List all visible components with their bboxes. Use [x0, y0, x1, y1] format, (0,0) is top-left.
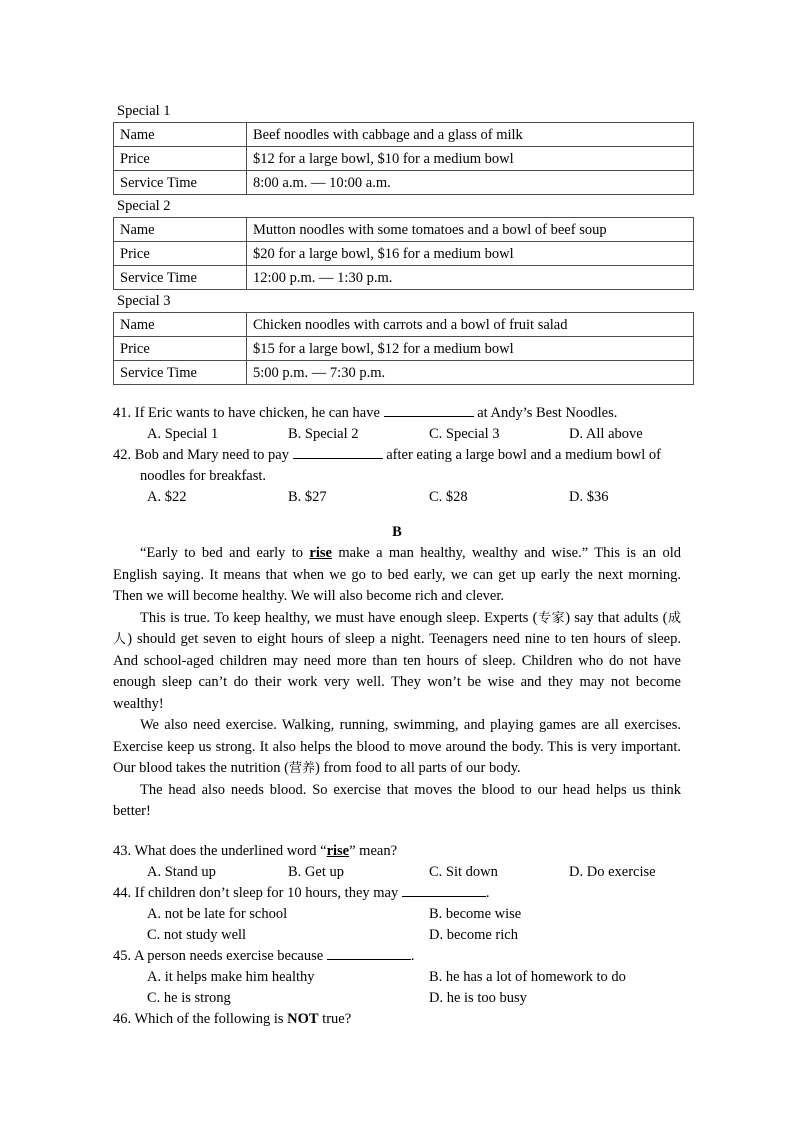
question-42-options — [113, 487, 681, 508]
question-44-options-row-2 — [113, 925, 681, 946]
spacer — [113, 823, 681, 841]
question-44-stem-after: . — [485, 884, 490, 901]
section-letter-b: B — [392, 524, 402, 540]
option-c[interactable]: C. Sit down — [429, 863, 498, 880]
question-45-options-row-1 — [113, 967, 681, 988]
paragraph-3-part-2: ) from food to all parts of our body. — [315, 760, 521, 776]
page-content — [113, 100, 681, 1030]
passage-paragraph-2 — [113, 608, 681, 716]
table-row — [114, 242, 694, 266]
underlined-word-rise: rise — [309, 545, 332, 561]
question-46-stem-part-1: 46. Which of the following is — [113, 1010, 288, 1027]
table-row — [114, 266, 694, 290]
question-46-stem — [113, 1009, 681, 1030]
passage-paragraph-4: The head also needs blood. So exercise that moves the blood to our head helps us think better! — [113, 781, 681, 819]
special-1-service-time-value: 8:00 a.m. — 10:00 a.m. — [247, 171, 694, 195]
special-block-1 — [113, 100, 681, 195]
question-41 — [113, 403, 681, 445]
special-3-price-value: $15 for a large bowl, $12 for a medium bowl — [247, 337, 694, 361]
question-46-stem-part-2: true? — [318, 1010, 352, 1027]
row-label-name: Name — [114, 218, 247, 242]
spacer — [113, 385, 681, 403]
option-c[interactable]: C. he is strong — [147, 989, 231, 1006]
table-row — [114, 147, 694, 171]
question-41-stem — [113, 403, 681, 424]
row-label-service-time: Service Time — [114, 361, 247, 385]
option-c[interactable]: C. $28 — [429, 489, 468, 505]
question-45 — [113, 946, 681, 1009]
option-a[interactable]: A. Special 1 — [147, 426, 219, 442]
special-1-price-value: $12 for a large bowl, $10 for a medium bowl — [247, 147, 694, 171]
row-label-price: Price — [114, 242, 247, 266]
emphasis-not: NOT — [287, 1010, 319, 1027]
question-42-stem-before: 42. Bob and Mary need to pay — [113, 447, 289, 463]
question-41-stem-before: 41. If Eric wants to have chicken, he can have — [113, 405, 380, 421]
row-label-service-time: Service Time — [114, 171, 247, 195]
special-1-name-value: Beef noodles with cabbage and a glass of milk — [247, 123, 694, 147]
question-45-stem-before: 45. A person needs exercise because — [113, 947, 324, 964]
option-c[interactable]: C. Special 3 — [429, 426, 500, 442]
special-2-service-time-value: 12:00 p.m. — 1:30 p.m. — [247, 266, 694, 290]
question-43-options — [113, 862, 681, 883]
paragraph-1-part-1: “Early to bed and early to — [140, 545, 310, 561]
special-1-table — [113, 122, 694, 195]
row-label-price: Price — [114, 337, 247, 361]
special-2-price-value: $20 for a large bowl, $16 for a medium bowl — [247, 242, 694, 266]
option-c[interactable]: C. not study well — [147, 926, 247, 943]
table-row — [114, 313, 694, 337]
option-b[interactable]: B. Special 2 — [288, 426, 359, 442]
special-1-label: Special 1 — [117, 103, 171, 119]
question-43-stem-part-2: ” mean? — [349, 842, 398, 859]
option-b[interactable]: B. become wise — [429, 905, 522, 922]
special-3-name-value: Chicken noodles with carrots and a bowl of fruit salad — [247, 313, 694, 337]
answer-blank[interactable] — [384, 404, 474, 417]
special-block-3 — [113, 290, 681, 385]
gloss-nutrition: 营养 — [288, 761, 315, 776]
question-45-stem — [113, 946, 681, 967]
option-a[interactable]: A. it helps make him healthy — [147, 968, 315, 985]
special-2-table — [113, 217, 694, 290]
special-3-service-time-value: 5:00 p.m. — 7:30 p.m. — [247, 361, 694, 385]
option-b[interactable]: B. he has a lot of homework to do — [429, 968, 626, 985]
question-44-stem — [113, 883, 681, 904]
question-44 — [113, 883, 681, 946]
special-2-name-value: Mutton noodles with some tomatoes and a bowl of beef soup — [247, 218, 694, 242]
question-43-stem-part-1: 43. What does the underlined word “ — [113, 842, 327, 859]
paragraph-2-part-3: ) should get seven to eight hours of sleep a night. Teenagers need nine to ten hours of sleep. And school-aged children may need more than ten hours of sleep. Children who do not have enough sleep can’t do their work very well. They won’t be wise and they may not become wealthy! — [113, 631, 681, 712]
table-row — [114, 337, 694, 361]
table-row — [114, 123, 694, 147]
option-d[interactable]: D. All above — [569, 426, 643, 442]
question-45-stem-after: . — [410, 947, 415, 964]
option-d[interactable]: D. become rich — [429, 926, 518, 943]
special-3-table — [113, 312, 694, 385]
question-42 — [113, 445, 681, 508]
underlined-word-rise: rise — [326, 842, 350, 859]
question-45-options-row-2 — [113, 988, 681, 1009]
special-2-label: Special 2 — [117, 198, 171, 214]
question-42-stem-after: after eating a large bowl and a medium bowl of — [386, 447, 661, 463]
passage-paragraph-1 — [113, 543, 681, 608]
question-44-options-row-1 — [113, 904, 681, 925]
option-d[interactable]: D. he is too busy — [429, 989, 527, 1006]
paragraph-1-part-2: make a man healthy, wealthy and wise.” This is an old English saying. It means that when we go to bed early, we can get up early the next morning. Then we will become healthy. We will also become rich and clever. — [113, 545, 681, 604]
gloss-experts: 专家 — [537, 610, 566, 626]
question-41-options — [113, 424, 681, 445]
question-42-stem-line2: noodles for breakfast. — [140, 468, 267, 484]
question-43-stem — [113, 841, 681, 862]
question-43 — [113, 841, 681, 883]
table-row — [114, 171, 694, 195]
option-a[interactable]: A. $22 — [147, 489, 187, 505]
answer-blank[interactable] — [402, 884, 486, 897]
passage-paragraph-3 — [113, 715, 681, 780]
row-label-name: Name — [114, 123, 247, 147]
option-d[interactable]: D. Do exercise — [569, 863, 656, 880]
paragraph-2-part-2: ) say that adults ( — [565, 609, 668, 626]
gloss-adults: 成人 — [113, 610, 681, 647]
answer-blank[interactable] — [293, 446, 383, 459]
option-b[interactable]: B. $27 — [288, 489, 327, 505]
option-b[interactable]: B. Get up — [288, 863, 344, 880]
row-label-service-time: Service Time — [114, 266, 247, 290]
special-block-2 — [113, 195, 681, 290]
table-row — [114, 361, 694, 385]
option-a[interactable]: A. Stand up — [147, 863, 216, 880]
option-a[interactable]: A. not be late for school — [147, 905, 288, 922]
question-46 — [113, 1009, 681, 1030]
row-label-name: Name — [114, 313, 247, 337]
paragraph-3-part-1: We also need exercise. Walking, running, swimming, and playing games are all exercises. Exercise keep us strong. It also helps the blood to move around the body. This is very important. Our blood takes the nutrition ( — [113, 717, 681, 776]
answer-blank[interactable] — [327, 947, 411, 960]
table-row — [114, 218, 694, 242]
option-d[interactable]: D. $36 — [569, 489, 609, 505]
paragraph-2-part-1: This is true. To keep healthy, we must have enough sleep. Experts ( — [140, 609, 538, 626]
spacer — [113, 508, 681, 522]
question-41-stem-after: at Andy’s Best Noodles. — [477, 405, 618, 421]
row-label-price: Price — [114, 147, 247, 171]
question-44-stem-before: 44. If children don’t sleep for 10 hours, they may — [113, 884, 399, 901]
question-42-stem-line1 — [113, 445, 681, 466]
special-3-label: Special 3 — [117, 293, 171, 309]
